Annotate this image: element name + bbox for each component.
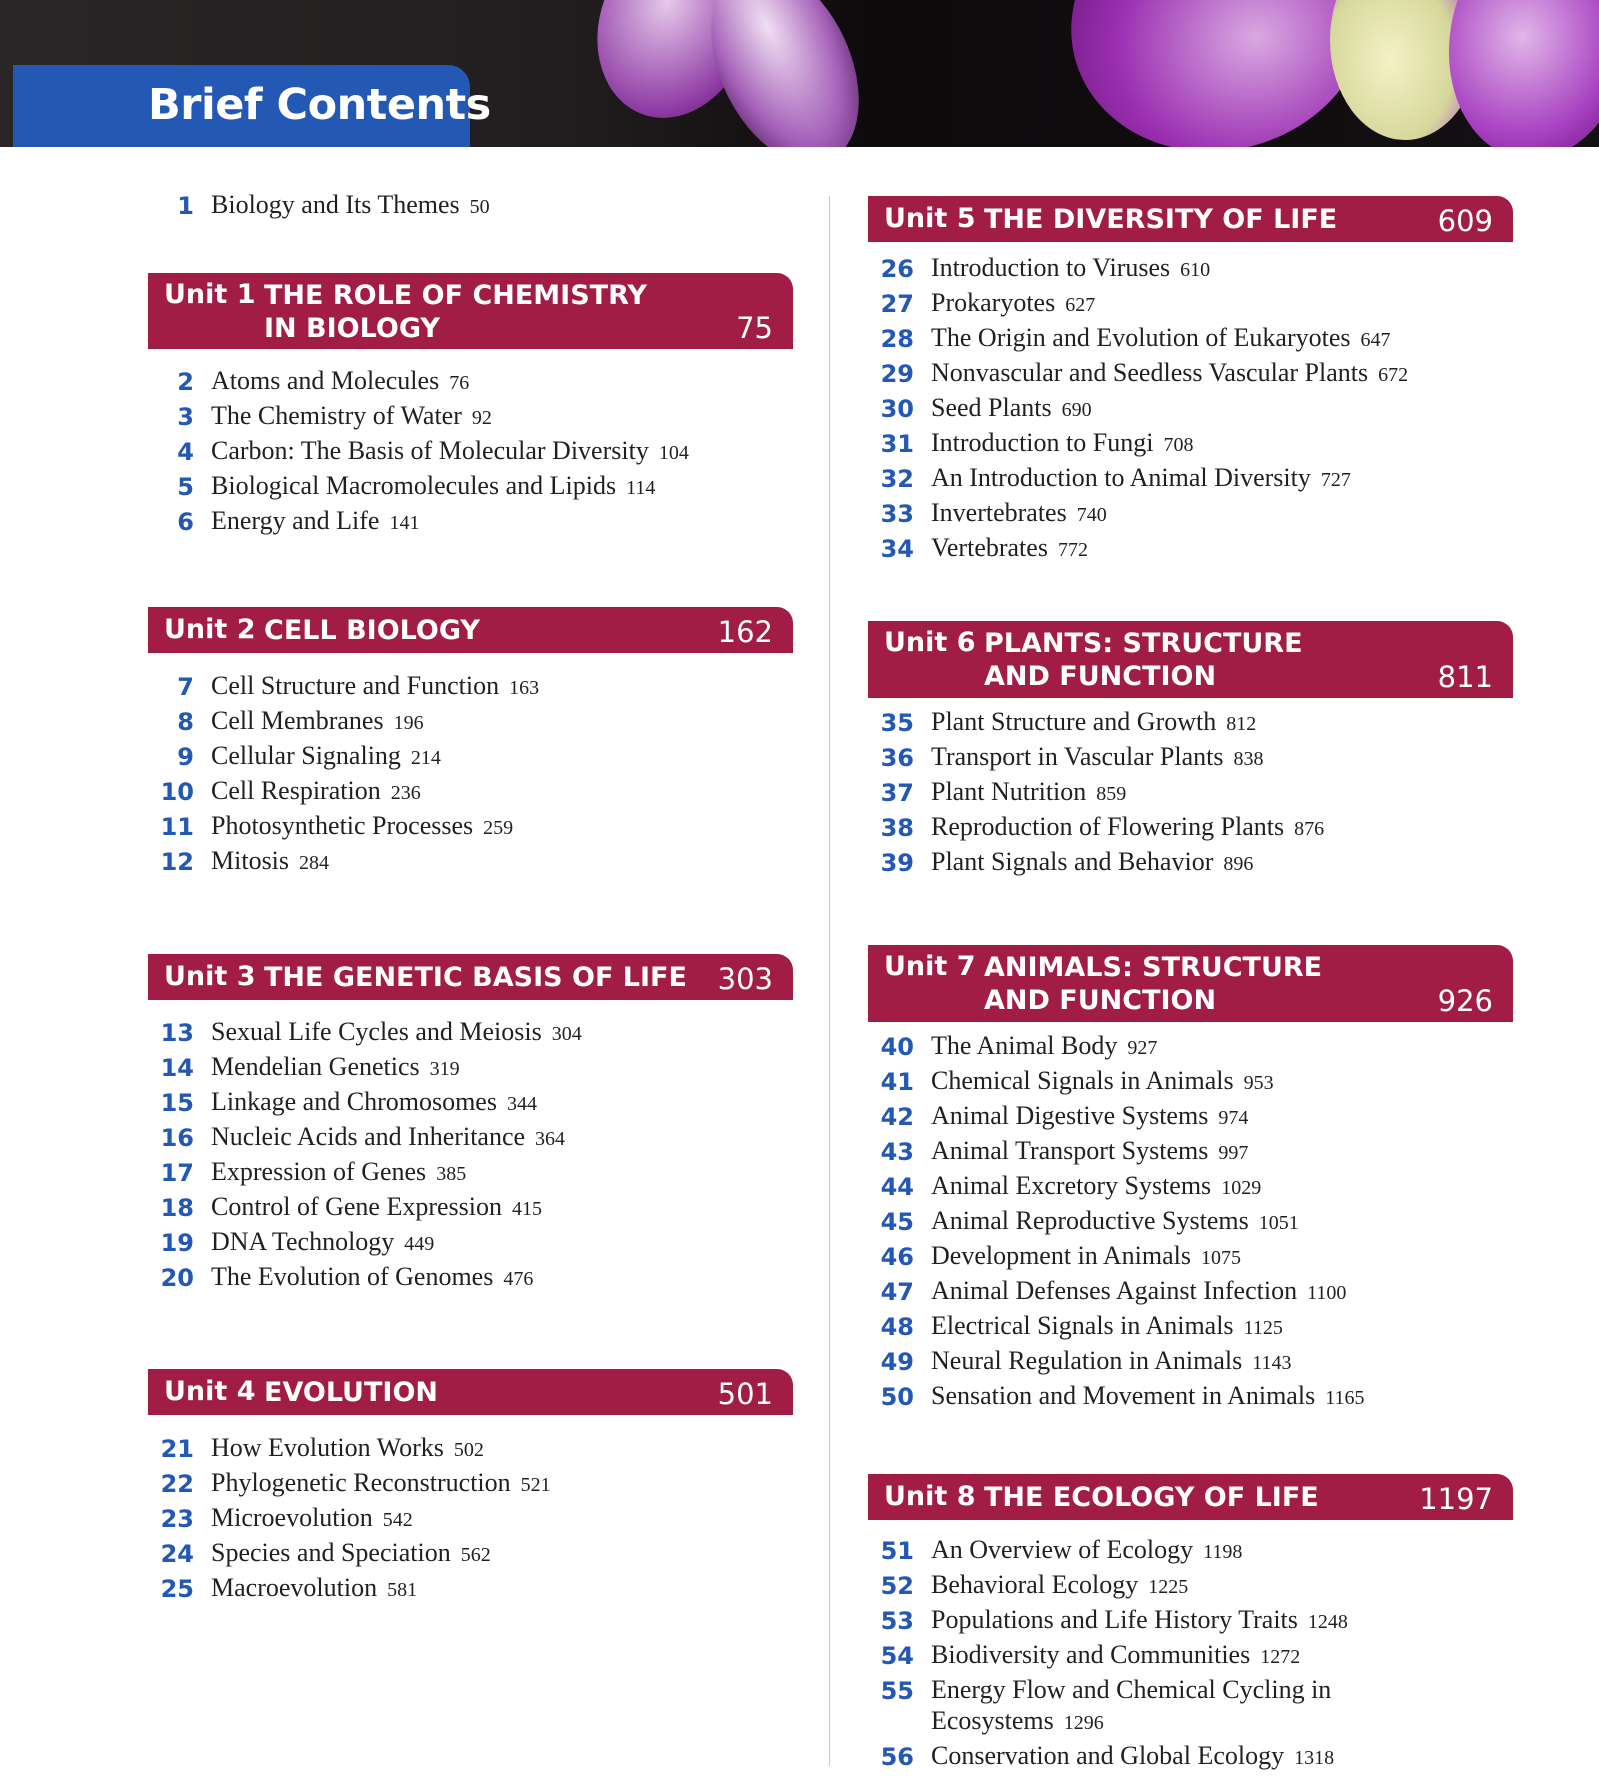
unit-page: 303 [717, 962, 773, 996]
chapter-number: 42 [880, 1103, 914, 1131]
chapter-entry[interactable] [148, 1467, 793, 1502]
chapter-page: 449 [404, 1233, 435, 1255]
chapter-page: 1272 [1260, 1646, 1301, 1668]
chapter-title: Animal Reproductive Systems [931, 1206, 1249, 1235]
chapter-number: 21 [160, 1435, 194, 1463]
chapter-title: Animal Excretory Systems [931, 1171, 1212, 1200]
chapter-list [148, 1016, 793, 1296]
chapter-entry[interactable] [148, 775, 793, 810]
chapter-number: 12 [160, 848, 194, 876]
chapter-title: An Overview of Ecology [931, 1535, 1194, 1564]
chapter-number: 54 [880, 1642, 914, 1670]
chapter-entry[interactable] [868, 1275, 1513, 1310]
chapter-entry[interactable] [148, 1191, 793, 1226]
unit-title-line1: PLANTS: STRUCTURE [984, 628, 1303, 659]
chapter-number: 40 [880, 1033, 914, 1061]
chapter-title: Animal Digestive Systems [931, 1101, 1209, 1130]
chapter-title: Animal Defenses Against Infection [931, 1276, 1298, 1305]
chapter-entry[interactable] [868, 287, 1513, 322]
chapter-number: 34 [880, 535, 914, 563]
chapter-entry[interactable] [868, 532, 1513, 567]
chapter-number: 14 [160, 1054, 194, 1082]
chapter-title: Conservation and Global Ecology [931, 1741, 1285, 1770]
chapter-title: Animal Transport Systems [931, 1136, 1209, 1165]
chapter-title: The Origin and Evolution of Eukaryotes [931, 323, 1351, 352]
chapter-list [868, 1030, 1513, 1415]
chapter-entry[interactable] [148, 1261, 793, 1296]
chapter-entry[interactable] [148, 435, 793, 470]
unit-title [984, 203, 1337, 236]
chapter-number: 47 [880, 1278, 914, 1306]
chapter-page: 1051 [1258, 1212, 1299, 1234]
chapter-number: 24 [160, 1540, 194, 1568]
chapter-page: 974 [1218, 1107, 1249, 1129]
chapter-number: 46 [880, 1243, 914, 1271]
chapter-title: Electrical Signals in Animals [931, 1311, 1234, 1340]
chapter-page: 647 [1360, 329, 1391, 351]
chapter-number: 5 [177, 473, 194, 501]
chapter-entry[interactable] [148, 1502, 793, 1537]
chapter-title: Linkage and Chromosomes [211, 1087, 497, 1116]
chapter-number: 23 [160, 1505, 194, 1533]
unit-title [984, 951, 1322, 1017]
unit-header-7[interactable] [868, 945, 1513, 1022]
chapter-entry[interactable] [868, 776, 1513, 811]
unit-title-line1: THE GENETIC BASIS OF LIFE [264, 962, 687, 993]
chapter-entry[interactable] [868, 846, 1513, 881]
chapter-entry[interactable] [868, 1310, 1513, 1345]
chapter-number: 41 [880, 1068, 914, 1096]
chapter-page: 236 [390, 782, 421, 804]
chapter-entry[interactable] [148, 1016, 793, 1051]
chapter-title: Cell Respiration [211, 776, 381, 805]
chapter-title: Prokaryotes [931, 288, 1056, 317]
chapter-number: 13 [160, 1019, 194, 1047]
chapter-page: 319 [429, 1058, 460, 1080]
chapter-number: 20 [160, 1264, 194, 1292]
chapter-title: Vertebrates [931, 533, 1048, 562]
chapter-page: 344 [506, 1093, 537, 1115]
chapter-title: Carbon: The Basis of Molecular Diversity [211, 436, 649, 465]
chapter-title: Mendelian Genetics [211, 1052, 420, 1081]
chapter-title: Species and Speciation [211, 1538, 451, 1567]
unit-title-line1: THE ECOLOGY OF LIFE [984, 1482, 1319, 1513]
unit-title [984, 627, 1303, 693]
chapter-page: 876 [1294, 818, 1325, 840]
header-banner [0, 0, 1599, 147]
chapter-entry[interactable] [868, 462, 1513, 497]
chapter-title: Transport in Vascular Plants [931, 742, 1224, 771]
chapter-page: 581 [387, 1579, 418, 1601]
chapter-number: 35 [880, 709, 914, 737]
chapter-entry[interactable] [868, 1345, 1513, 1380]
chapter-page: 997 [1218, 1142, 1249, 1164]
chapter-title: The Evolution of Genomes [211, 1262, 494, 1291]
unit-title-line1: CELL BIOLOGY [264, 615, 480, 646]
chapter-entry[interactable] [148, 670, 793, 705]
unit-title [264, 279, 647, 345]
chapter-number: 30 [880, 395, 914, 423]
unit-label: Unit 5 [884, 203, 976, 234]
chapter-entry[interactable] [868, 1534, 1513, 1569]
chapter-entry[interactable] [868, 1380, 1513, 1415]
chapter-page: 92 [471, 407, 492, 429]
chapter-title-line2: Ecosystems [931, 1706, 1054, 1735]
chapter-number: 44 [880, 1173, 914, 1201]
unit-label: Unit 7 [884, 951, 976, 982]
chapter-page: 364 [535, 1128, 566, 1150]
unit-header-4[interactable] [148, 1369, 793, 1415]
unit-page: 75 [736, 311, 773, 345]
chapter-number: 33 [880, 500, 914, 528]
chapter-number: 28 [880, 325, 914, 353]
chapter-page: 1029 [1221, 1177, 1262, 1199]
unit-header-5[interactable] [868, 196, 1513, 242]
chapter-title: DNA Technology [211, 1227, 395, 1256]
chapter-list [868, 252, 1513, 567]
chapter-page: 141 [389, 512, 420, 534]
chapter-number: 15 [160, 1089, 194, 1117]
chapter-page: 927 [1127, 1037, 1158, 1059]
chapter-number: 6 [177, 508, 194, 536]
chapter-page: 627 [1065, 294, 1096, 316]
unit-title-line1: ANIMALS: STRUCTURE [984, 952, 1323, 983]
chapter-entry[interactable] [148, 1156, 793, 1191]
chapter-page: 1225 [1148, 1576, 1189, 1598]
chapter-title: Expression of Genes [211, 1157, 427, 1186]
unit-header-2[interactable] [148, 607, 793, 653]
chapter-entry[interactable] [868, 1639, 1513, 1674]
chapter-page: 708 [1163, 434, 1194, 456]
chapter-number: 43 [880, 1138, 914, 1166]
chapter-number: 4 [177, 438, 194, 466]
chapter-list [868, 1534, 1513, 1775]
chapter-title: Invertebrates [931, 498, 1067, 527]
chapter-number: 1 [177, 192, 194, 220]
chapter-entry[interactable] [148, 470, 793, 505]
chapter-title: Sexual Life Cycles and Meiosis [211, 1017, 542, 1046]
chapter-title: The Animal Body [931, 1031, 1118, 1060]
chapter-page: 1198 [1203, 1541, 1243, 1563]
unit-page: 501 [717, 1377, 773, 1411]
chapter-number: 2 [177, 368, 194, 396]
unit-title-line1: THE ROLE OF CHEMISTRY [264, 280, 647, 311]
chapter-list [148, 670, 793, 880]
chapter-title: Energy and Life [211, 506, 380, 535]
chapter-page: 610 [1180, 259, 1211, 281]
chapter-number: 17 [160, 1159, 194, 1187]
chapter-list [868, 706, 1513, 881]
chapter-page: 259 [483, 817, 514, 839]
unit-title-line1: THE DIVERSITY OF LIFE [984, 204, 1338, 235]
chapter-number: 10 [160, 778, 194, 806]
chapter-number: 32 [880, 465, 914, 493]
chapter-entry[interactable] [148, 1121, 793, 1156]
page-title: Brief Contents [148, 80, 491, 130]
chapter-title: Neural Regulation in Animals [931, 1346, 1243, 1375]
chapter-number: 38 [880, 814, 914, 842]
chapter-page: 859 [1096, 783, 1127, 805]
chapter-title: Reproduction of Flowering Plants [931, 812, 1285, 841]
chapter-number: 53 [880, 1607, 914, 1635]
chapter-title: Macroevolution [211, 1573, 378, 1602]
chapter-title: How Evolution Works [211, 1433, 444, 1462]
chapter-entry[interactable] [868, 706, 1513, 741]
chapter-number: 36 [880, 744, 914, 772]
unit-label: Unit 2 [164, 614, 256, 645]
unit-label: Unit 3 [164, 961, 256, 992]
unit-page: 926 [1437, 984, 1493, 1018]
chapter-number: 19 [160, 1229, 194, 1257]
chapter-entry[interactable] [148, 1051, 793, 1086]
chapter-entry[interactable] [868, 357, 1513, 392]
chapter-number: 39 [880, 849, 914, 877]
chapter-title: Plant Structure and Growth [931, 707, 1217, 736]
chapter-number: 49 [880, 1348, 914, 1376]
chapter-page: 562 [460, 1544, 491, 1566]
chapter-page: 772 [1057, 539, 1088, 561]
chapter-entry[interactable] [868, 1135, 1513, 1170]
chapter-page: 104 [658, 442, 689, 464]
chapter-list [148, 1432, 793, 1607]
chapter-title: Seed Plants [931, 393, 1052, 422]
unit-label: Unit 4 [164, 1376, 256, 1407]
column-divider [829, 196, 830, 1766]
chapter-page: 284 [299, 852, 330, 874]
chapter-entry[interactable] [148, 845, 793, 880]
unit-page: 609 [1437, 204, 1493, 238]
chapter-title: Nucleic Acids and Inheritance [211, 1122, 526, 1151]
chapter-page: 214 [410, 747, 441, 769]
chapter-entry[interactable] [868, 1674, 1513, 1740]
unit-label: Unit 8 [884, 1481, 976, 1512]
chapter-page: 1075 [1200, 1247, 1241, 1269]
chapter-title: Nonvascular and Seedless Vascular Plants [931, 358, 1369, 387]
chapter-title: Cell Structure and Function [211, 671, 500, 700]
chapter-entry[interactable] [868, 252, 1513, 287]
chapter-entry[interactable] [868, 427, 1513, 462]
chapter-page: 1296 [1063, 1712, 1104, 1734]
chapter-number: 51 [880, 1537, 914, 1565]
chapter-title: Chemical Signals in Animals [931, 1066, 1234, 1095]
chapter-page: 163 [509, 677, 540, 699]
chapter-page: 1248 [1307, 1611, 1348, 1633]
chapter-number: 50 [880, 1383, 914, 1411]
chapter-entry[interactable] [868, 1170, 1513, 1205]
chapter-title: Sensation and Movement in Animals [931, 1381, 1316, 1410]
chapter-number: 37 [880, 779, 914, 807]
chapter-title: Cell Membranes [211, 706, 384, 735]
chapter-entry[interactable] [148, 740, 793, 775]
chapter-page: 50 [469, 196, 490, 218]
chapter-page: 812 [1226, 713, 1257, 735]
chapter-title: The Chemistry of Water [211, 401, 462, 430]
chapter-number: 45 [880, 1208, 914, 1236]
chapter-number: 9 [177, 743, 194, 771]
chapter-page: 1318 [1294, 1747, 1335, 1769]
chapter-entry[interactable] [148, 1086, 793, 1121]
chapter-title: Atoms and Molecules [211, 366, 440, 395]
chapter-page: 1100 [1307, 1282, 1347, 1304]
chapter-title: Development in Animals [931, 1241, 1191, 1270]
chapter-number: 25 [160, 1575, 194, 1603]
chapter-page: 1125 [1243, 1317, 1283, 1339]
chapter-title: Plant Nutrition [931, 777, 1087, 806]
chapter-entry[interactable] [148, 189, 798, 224]
chapter-page: 196 [393, 712, 424, 734]
chapter-title: Biology and Its Themes [211, 190, 460, 219]
chapter-title: Phylogenetic Reconstruction [211, 1468, 511, 1497]
chapter-list [148, 365, 793, 540]
chapter-page: 304 [551, 1023, 582, 1045]
chapter-entry[interactable] [868, 1740, 1513, 1775]
chapter-page: 385 [436, 1163, 467, 1185]
unit-title [984, 1481, 1319, 1514]
chapter-page: 896 [1223, 853, 1254, 875]
unit-title-line2: AND FUNCTION [984, 985, 1217, 1016]
chapter-entry[interactable] [148, 810, 793, 845]
chapter-page: 1165 [1325, 1387, 1365, 1409]
chapter-number: 56 [880, 1743, 914, 1771]
unit-title-line2: AND FUNCTION [984, 661, 1217, 692]
unit-title [264, 1376, 438, 1409]
unit-title-line2: IN BIOLOGY [264, 313, 440, 344]
chapter-number: 3 [177, 403, 194, 431]
chapter-page: 415 [512, 1198, 543, 1220]
chapter-entry[interactable] [868, 811, 1513, 846]
chapter-entry[interactable] [148, 365, 793, 400]
chapter-entry[interactable] [868, 1569, 1513, 1604]
chapter-page: 740 [1076, 504, 1107, 526]
chapter-number: 8 [177, 708, 194, 736]
chapter-number: 52 [880, 1572, 914, 1600]
chapter-entry[interactable] [148, 1226, 793, 1261]
unit-label: Unit 1 [164, 279, 256, 310]
chapter-page: 502 [453, 1439, 484, 1461]
unit-header-8[interactable] [868, 1474, 1513, 1520]
chapter-entry[interactable] [868, 1030, 1513, 1065]
chapter-entry[interactable] [148, 1537, 793, 1572]
chapter-number: 7 [177, 673, 194, 701]
chapter-entry[interactable] [148, 705, 793, 740]
chapter-entry[interactable] [868, 1065, 1513, 1100]
chapter-title: Cellular Signaling [211, 741, 401, 770]
chapter-title: Behavioral Ecology [931, 1570, 1139, 1599]
chapter-page: 838 [1233, 748, 1264, 770]
chapter-entry[interactable] [868, 741, 1513, 776]
chapter-number: 31 [880, 430, 914, 458]
chapter-number: 55 [880, 1677, 914, 1705]
chapter-page: 672 [1378, 364, 1409, 386]
chapter-title: Plant Signals and Behavior [931, 847, 1214, 876]
chapter-number: 18 [160, 1194, 194, 1222]
unit-label: Unit 6 [884, 627, 976, 658]
chapter-page: 476 [503, 1268, 534, 1290]
unit-header-6[interactable] [868, 621, 1513, 698]
chapter-title: Populations and Life History Traits [931, 1605, 1298, 1634]
chapter-number: 26 [880, 255, 914, 283]
chapter-title: Mitosis [211, 846, 290, 875]
chapter-page: 76 [449, 372, 470, 394]
chapter-entry[interactable] [868, 392, 1513, 427]
chapter-entry[interactable] [868, 1604, 1513, 1639]
chapter-page: 521 [520, 1474, 551, 1496]
chapter-page: 542 [382, 1509, 413, 1531]
unit-header-1[interactable] [148, 273, 793, 349]
chapter-title: Introduction to Viruses [931, 253, 1171, 282]
chapter-number: 27 [880, 290, 914, 318]
chapter-title: An Introduction to Animal Diversity [931, 463, 1311, 492]
unit-page: 1197 [1419, 1482, 1493, 1516]
chapter-page: 1143 [1252, 1352, 1292, 1374]
unit-page: 162 [717, 615, 773, 649]
chapter-page: 953 [1243, 1072, 1274, 1094]
chapter-entry[interactable] [868, 497, 1513, 532]
chapter-entry[interactable] [868, 1205, 1513, 1240]
chapter-entry[interactable] [148, 1572, 793, 1607]
chapter-title: Control of Gene Expression [211, 1192, 503, 1221]
chapter-number: 11 [160, 813, 194, 841]
chapter-title: Energy Flow and Chemical Cycling in [931, 1675, 1332, 1704]
chapter-title: Photosynthetic Processes [211, 811, 474, 840]
chapter-entry[interactable] [868, 1100, 1513, 1135]
chapter-number: 48 [880, 1313, 914, 1341]
chapter-title: Biodiversity and Communities [931, 1640, 1251, 1669]
chapter-entry[interactable] [148, 505, 793, 540]
chapter-entry[interactable] [148, 400, 793, 435]
unit-title [264, 961, 687, 994]
chapter-title: Biological Macromolecules and Lipids [211, 471, 617, 500]
intro-chapter [148, 189, 798, 224]
chapter-number: 29 [880, 360, 914, 388]
chapter-page: 690 [1061, 399, 1092, 421]
unit-page: 811 [1437, 660, 1493, 694]
chapter-page: 727 [1320, 469, 1351, 491]
unit-header-3[interactable] [148, 954, 793, 1000]
chapter-title: Microevolution [211, 1503, 373, 1532]
chapter-number: 22 [160, 1470, 194, 1498]
chapter-entry[interactable] [868, 1240, 1513, 1275]
chapter-title: Introduction to Fungi [931, 428, 1154, 457]
chapter-page: 114 [626, 477, 656, 499]
chapter-entry[interactable] [148, 1432, 793, 1467]
unit-title-line1: EVOLUTION [264, 1377, 438, 1408]
unit-title [264, 614, 480, 647]
chapter-number: 16 [160, 1124, 194, 1152]
chapter-entry[interactable] [868, 322, 1513, 357]
